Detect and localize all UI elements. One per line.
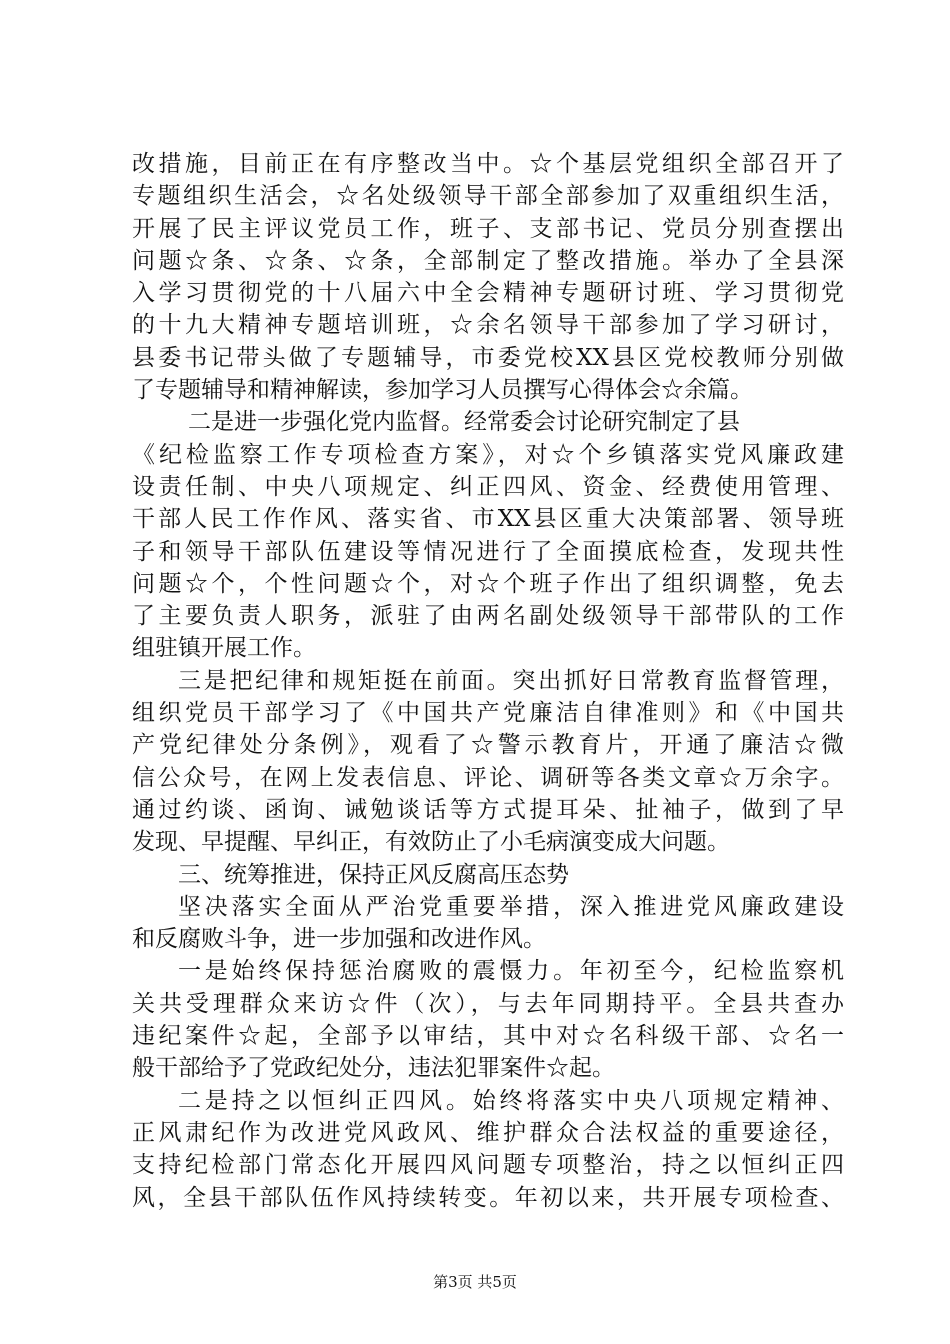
text-line: 干部人民工作作风、落实省、市XX县区重大决策部署、领导班 [132,506,844,533]
text-line: 信公众号，在网上发表信息、评论、调研等各类文章☆万余字。 [132,764,844,791]
text-line: 三、统筹推进，保持正风反腐高压态势 [178,861,569,888]
text-line: 组驻镇开展工作。 [132,635,316,662]
text-line: 支持纪检部门常态化开展四风问题专项整治，持之以恒纠正四 [132,1152,844,1179]
text-line: 入学习贯彻党的十八届六中全会精神专题研讨班、学习贯彻党 [132,280,844,307]
text-line: 般干部给予了党政纪处分，违法犯罪案件☆起。 [132,1055,615,1082]
text-line: 二是持之以恒纠正四风。始终将落实中央八项规定精神、 [178,1087,844,1114]
text-line: 三是把纪律和规矩挺在前面。突出抓好日常教育监督管理， [178,667,844,694]
text-line: 问题☆个，个性问题☆个，对☆个班子作出了组织调整，免去 [132,570,844,597]
text-line: 改措施，目前正在有序整改当中。☆个基层党组织全部召开了 [132,151,844,177]
text-line: 坚决落实全面从严治党重要举措，深入推进党风廉政建设 [178,893,844,920]
text-line: 违纪案件☆起，全部予以审结，其中对☆名科级干部、☆名一 [132,1023,844,1050]
text-line: 的十九大精神专题培训班，☆余名领导干部参加了学习研讨， [132,312,844,339]
text-line: 正风肃纪作为改进党风政风、维护群众合法权益的重要途径， [132,1119,844,1146]
text-line: 一是始终保持惩治腐败的震慑力。年初至今，纪检监察机 [178,958,844,985]
text-line: 组织党员干部学习了《中国共产党廉洁自律准则》和《中国共 [132,700,844,727]
text-line: 产党纪律处分条例》，观看了☆警示教育片，开通了廉洁☆微 [132,732,844,759]
text-line: 子和领导干部队伍建设等情况进行了全面摸底检查，发现共性 [132,538,844,565]
text-line: 了专题辅导和精神解读，参加学习人员撰写心得体会☆余篇。 [132,377,753,404]
text-line: 和反腐败斗争，进一步加强和改进作风。 [132,926,546,953]
text-line: 开展了民主评议党员工作，班子、支部书记、党员分别查摆出 [132,215,844,242]
text-line: 县委书记带头做了专题辅导，市委党校XX县区党校教师分别做 [132,344,844,371]
text-line: 二是进一步强化党内监督。经常委会讨论研究制定了县 [188,409,740,436]
text-line: 问题☆条、☆条、☆条，全部制定了整改措施。举办了全县深 [132,247,844,274]
page-footer: 第3页 共5页 [433,1273,517,1291]
text-line: 关共受理群众来访☆件（次），与去年同期持平。全县共查办 [132,990,844,1017]
body-text [132,148,844,1214]
text-line: 发现、早提醒、早纠正，有效防止了小毛病演变成大问题。 [132,829,730,856]
text-line: 风，全县干部队伍作风持续转变。年初以来，共开展专项检查、 [132,1184,844,1211]
text-line: 了主要负责人职务，派驻了由两名副处级领导干部带队的工作 [132,603,844,630]
text-line: 专题组织生活会，☆名处级领导干部全部参加了双重组织生活， [132,183,844,210]
text-line: 通过约谈、函询、诫勉谈话等方式提耳朵、扯袖子，做到了早 [132,796,844,823]
text-line: 设责任制、中央八项规定、纠正四风、资金、经费使用管理、 [132,473,844,500]
text-line: 《纪检监察工作专项检查方案》，对☆个乡镇落实党风廉政建 [132,441,844,468]
